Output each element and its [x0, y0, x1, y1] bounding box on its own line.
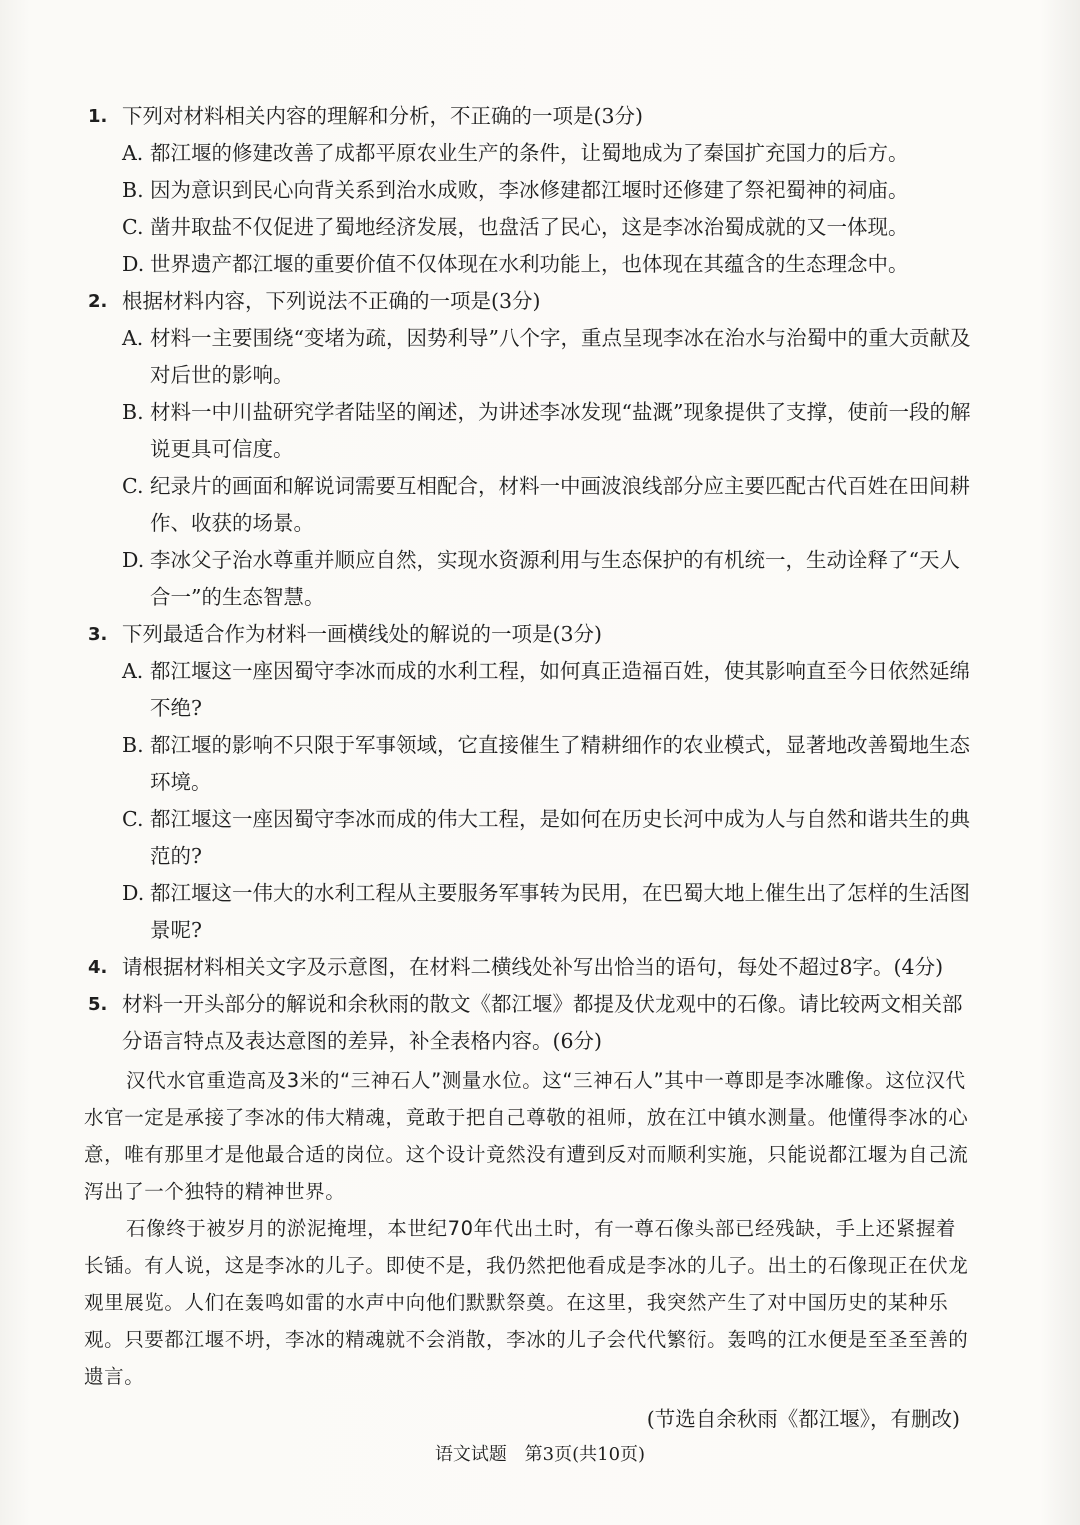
question-number: 4.	[88, 957, 108, 978]
question-stem: 请根据材料相关文字及示意图，在材料二横线处补写出恰当的语句，每处不超过8字。(4分)	[122, 955, 944, 979]
option-text: 都江堰的修建改善了成都平原农业生产的条件，让蜀地成为了秦国扩充国力的后方。	[150, 141, 909, 165]
option-text: 因为意识到民心向背关系到治水成败，李冰修建都江堰时还修建了祭祀蜀神的祠庙。	[150, 178, 909, 202]
option-letter: B.	[122, 733, 144, 757]
option-item	[122, 246, 974, 283]
page-footer	[0, 1440, 1080, 1466]
option-letter: C.	[122, 474, 144, 498]
option-letter: B.	[122, 400, 144, 424]
option-item	[122, 542, 974, 616]
option-text: 材料一中川盐研究学者陆坚的阐述，为讲述李冰发现“盐溉”现象提供了支撑，使前一段的解说更具可信度。	[150, 400, 971, 461]
option-letter: A.	[122, 326, 144, 350]
option-item	[122, 468, 974, 542]
option-item	[122, 875, 974, 949]
question-number: 1.	[88, 106, 108, 127]
option-text: 材料一主要围绕“变堵为疏，因势利导”八个字，重点呈现李冰在治水与治蜀中的重大贡献及对后世的影响。	[150, 326, 971, 387]
question-5	[84, 986, 974, 1060]
option-letter: D.	[122, 252, 145, 276]
footer-subject: 语文试题	[434, 1444, 507, 1465]
question-1	[84, 98, 974, 283]
question-stem: 下列对材料相关内容的理解和分析，不正确的一项是(3分)	[122, 104, 644, 128]
option-text: 李冰父子治水尊重并顺应自然，实现水资源利用与生态保护的有机统一，生动诠释了“天人合一”的生态智慧。	[150, 548, 960, 609]
question-3	[84, 616, 974, 949]
option-text: 凿井取盐不仅促进了蜀地经济发展，也盘活了民心，这是李冰治蜀成就的又一体现。	[150, 215, 909, 239]
question-4	[84, 949, 974, 986]
option-letter: A.	[122, 141, 144, 165]
option-item	[122, 727, 974, 801]
option-item	[122, 801, 974, 875]
option-item	[122, 209, 974, 246]
option-item	[122, 172, 974, 209]
option-letter: D.	[122, 548, 145, 572]
option-letter: C.	[122, 215, 144, 239]
option-letter: C.	[122, 807, 144, 831]
option-letter: D.	[122, 881, 145, 905]
option-text: 都江堰这一座因蜀守李冰而成的伟大工程，是如何在历史长河中成为人与自然和谐共生的典范的?	[150, 807, 970, 868]
option-letter: A.	[122, 659, 144, 683]
passage-paragraph: 汉代水官重造高及3米的“三神石人”测量水位。这“三神石人”其中一尊即是李冰雕像。这位汉代水官一定是承接了李冰的伟大精魂，竟敢于把自己尊敬的祖师，放在江中镇水测量。他懂得李冰的心意，唯有那里才是他最合适的岗位。这个设计竟然没有遭到反对而顺利实施，只能说都江堰为自己流泻出了一个独特的精神世界。	[84, 1069, 969, 1203]
option-item	[122, 653, 974, 727]
question-2	[84, 283, 974, 616]
option-text: 世界遗产都江堰的重要价值不仅体现在水利功能上，也体现在其蕴含的生态理念中。	[150, 252, 909, 276]
question-stem: 材料一开头部分的解说和余秋雨的散文《都江堰》都提及伏龙观中的石像。请比较两文相关部分语言特点及表达意图的差异，补全表格内容。(6分)	[122, 992, 963, 1053]
question-number: 5.	[88, 994, 108, 1015]
option-letter: B.	[122, 178, 144, 202]
passage-paragraph: 石像终于被岁月的淤泥掩埋，本世纪70年代出土时，有一尊石像头部已经残缺，手上还紧握着长锸。有人说，这是李冰的儿子。即使不是，我仍然把他看成是李冰的儿子。出土的石像现正在伏龙观里展览。人们在轰鸣如雷的水声中向他们默默祭奠。在这里，我突然产生了对中国历史的某种乐观。只要都江堰不坍，李冰的精魂就不会消散，李冰的儿子会代代繁衍。轰鸣的江水便是至圣至善的遗言。	[84, 1217, 969, 1388]
option-text: 纪录片的画面和解说词需要互相配合，材料一中画波浪线部分应主要匹配古代百姓在田间耕作、收获的场景。	[150, 474, 970, 535]
passage-source: (节选自余秋雨《都江堰》，有删改)	[646, 1407, 960, 1431]
option-item	[122, 320, 974, 394]
exam-content	[84, 98, 974, 1438]
reading-passage	[84, 1062, 974, 1438]
option-text: 都江堰这一座因蜀守李冰而成的水利工程，如何真正造福百姓，使其影响直至今日依然延绵不绝?	[150, 659, 970, 720]
option-text: 都江堰的影响不只限于军事领域，它直接催生了精耕细作的农业模式，显著地改善蜀地生态环境。	[150, 733, 970, 794]
option-item	[122, 394, 974, 468]
footer-page-number: 第3页(共10页)	[524, 1444, 646, 1465]
question-stem: 根据材料内容，下列说法不正确的一项是(3分)	[122, 289, 541, 313]
option-item	[122, 135, 974, 172]
question-number: 3.	[88, 624, 108, 645]
question-number: 2.	[88, 291, 108, 312]
option-text: 都江堰这一伟大的水利工程从主要服务军事转为民用，在巴蜀大地上催生出了怎样的生活图景呢?	[150, 881, 970, 942]
question-stem: 下列最适合作为材料一画横线处的解说的一项是(3分)	[122, 622, 603, 646]
question-list	[84, 98, 974, 1060]
